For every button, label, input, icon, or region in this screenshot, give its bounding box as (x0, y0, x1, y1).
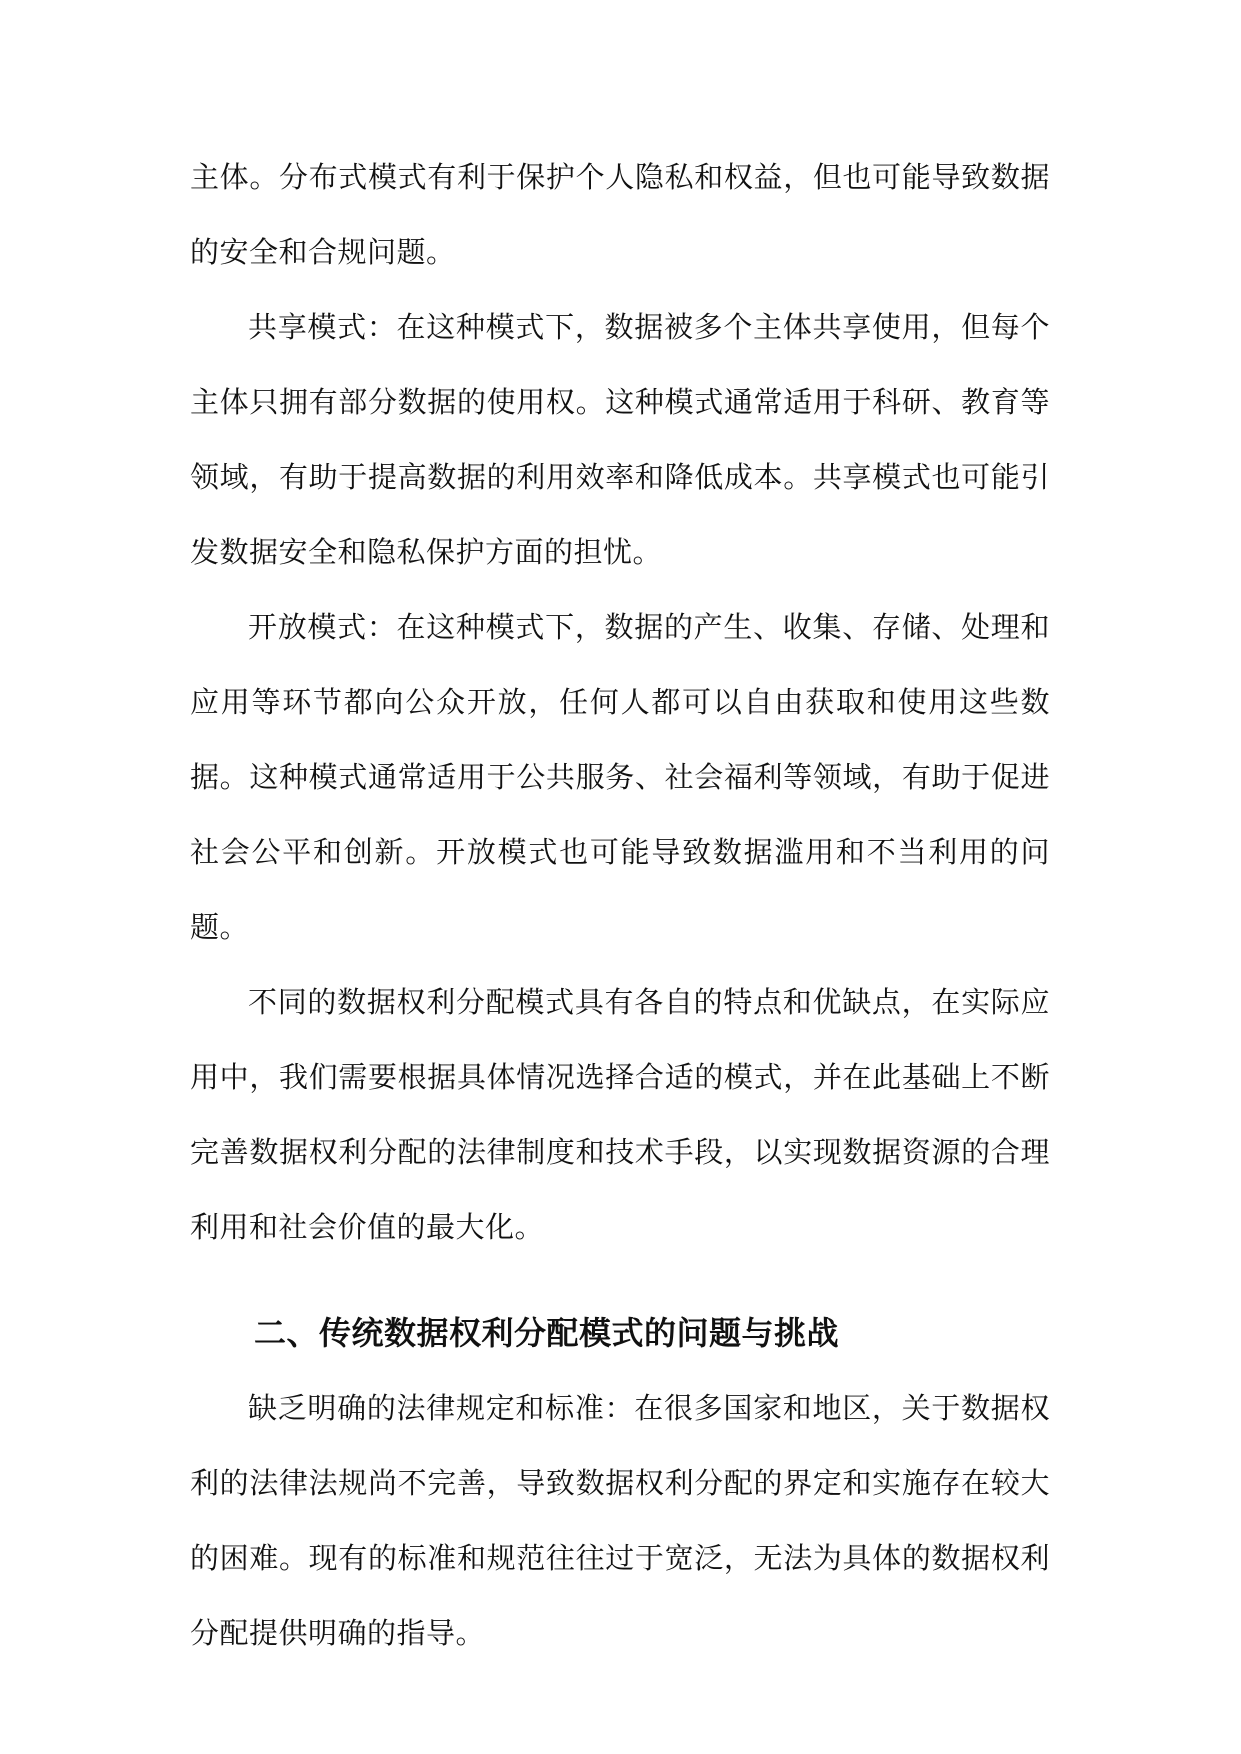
paragraph-summary: 不同的数据权利分配模式具有各自的特点和优缺点，在实际应用中，我们需要根据具体情况选择合适的模式，并在此基础上不断完善数据权利分配的法律制度和技术手段，以实现数据资源的合理利用和社会价值的最大化。 (190, 985, 1050, 1244)
paragraph-shared-mode: 共享模式：在这种模式下，数据被多个主体共享使用，但每个主体只拥有部分数据的使用权。这种模式通常适用于科研、教育等领域，有助于提高数据的利用效率和降低成本。共享模式也可能引发数据安全和隐私保护方面的担忧。 (190, 310, 1050, 569)
document-page (190, 140, 1050, 1671)
paragraph-distributed-mode-end: 主体。分布式模式有利于保护个人隐私和权益，但也可能导致数据的安全和合规问题。 (190, 160, 1050, 269)
paragraph-lack-of-legal-rules: 缺乏明确的法律规定和标准：在很多国家和地区，关于数据权利的法律法规尚不完善，导致数据权利分配的界定和实施存在较大的困难。现有的标准和规范往往过于宽泛，无法为具体的数据权利分配提供明确的指导。 (190, 1391, 1050, 1650)
paragraph-open-mode: 开放模式：在这种模式下，数据的产生、收集、存储、处理和应用等环节都向公众开放，任何人都可以自由获取和使用这些数据。这种模式通常适用于公共服务、社会福利等领域，有助于促进社会公平和创新。开放模式也可能导致数据滥用和不当利用的问题。 (190, 610, 1050, 944)
section-heading: 二、传统数据权利分配模式的问题与挑战 (254, 1314, 840, 1352)
